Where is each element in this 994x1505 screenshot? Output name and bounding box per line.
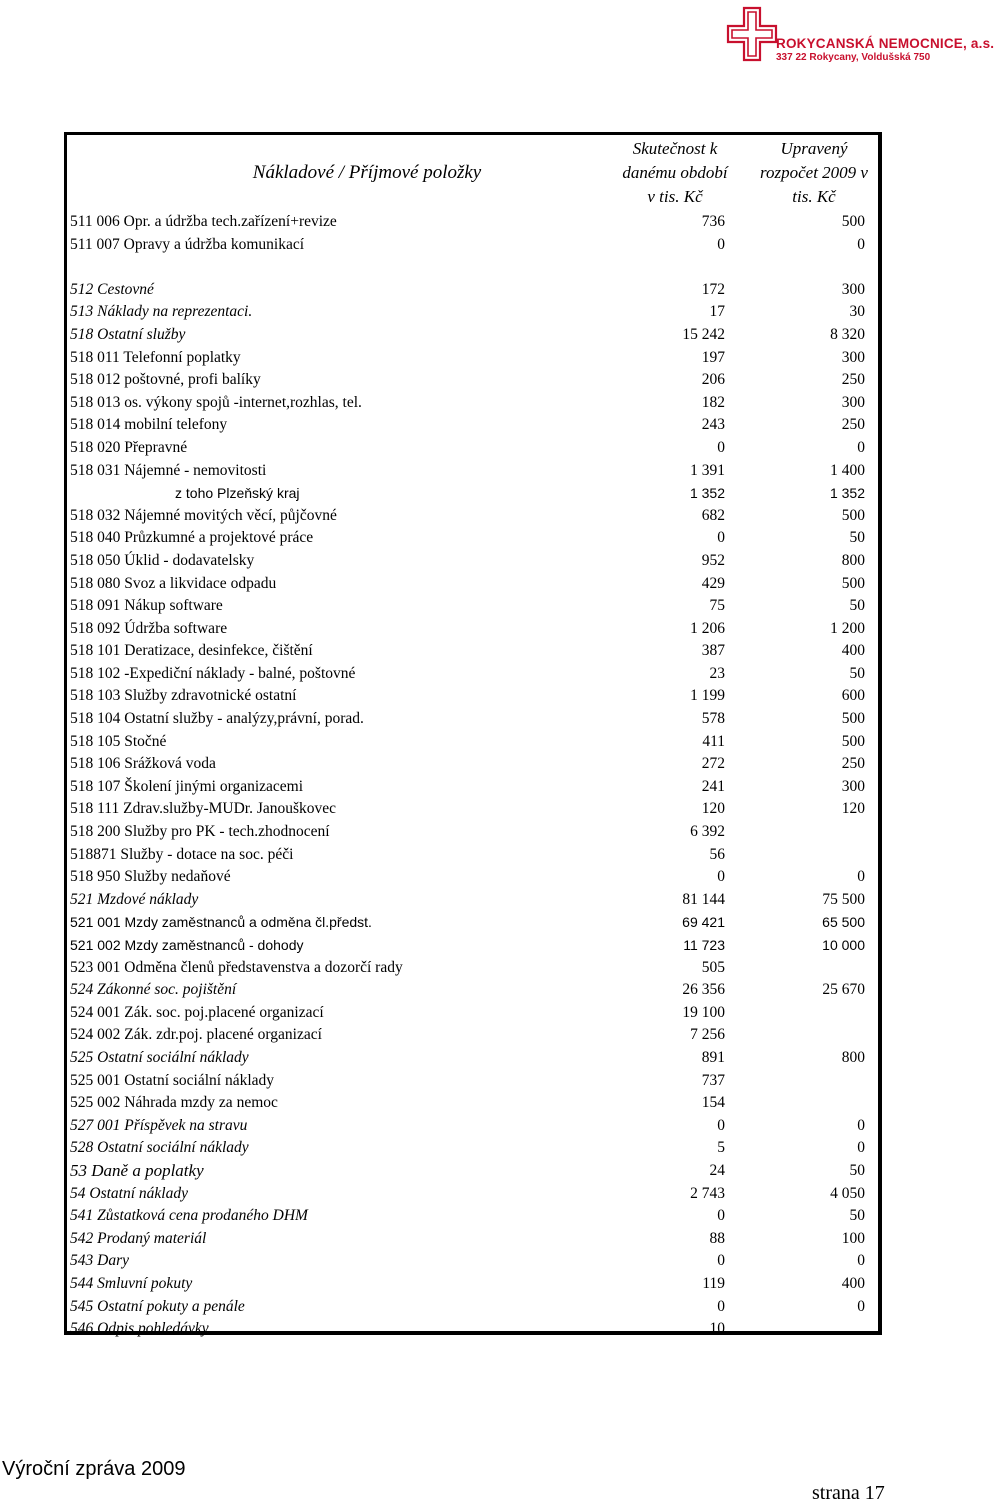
budget-value: 0 — [857, 1139, 865, 1157]
budget-value: 500 — [841, 506, 865, 524]
row-label: 513 Náklady na reprezentaci. — [70, 303, 253, 321]
actual-value: 56 — [709, 845, 725, 863]
actual-value: 23 — [709, 664, 725, 682]
actual-value: 578 — [701, 710, 725, 728]
budget-value: 50 — [849, 1207, 865, 1225]
table-row — [67, 934, 878, 957]
table-row — [67, 821, 878, 844]
table-row — [67, 482, 878, 505]
table-row — [67, 1250, 878, 1273]
table-row — [67, 211, 878, 234]
table-row — [67, 866, 878, 889]
row-label: 546 Odpis pohledávky — [70, 1320, 209, 1338]
row-label: 524 002 Zák. zdr.poj. placené organizací — [70, 1026, 322, 1044]
row-label: 521 Mzdové náklady — [70, 890, 199, 908]
budget-value: 4 050 — [830, 1184, 865, 1202]
row-label: 54 Ostatní náklady — [70, 1184, 188, 1202]
row-label: 518 107 Školení jinými organizacemi — [70, 777, 304, 795]
table-row — [67, 1296, 878, 1319]
budget-value: 8 320 — [830, 325, 865, 343]
budget-value: 50 — [849, 529, 865, 547]
row-label: 511 007 Opravy a údržba komunikací — [70, 235, 305, 253]
budget-value: 0 — [857, 1297, 865, 1315]
budget-value: 65 500 — [822, 914, 865, 931]
actual-value: 19 100 — [682, 1003, 725, 1021]
budget-value: 50 — [849, 664, 865, 682]
budget-value: 10 000 — [822, 937, 865, 953]
actual-value: 0 — [717, 868, 725, 886]
budget-value: 400 — [841, 1274, 865, 1292]
actual-value: 154 — [701, 1094, 725, 1112]
row-label: 523 001 Odměna členů představenstva a dozorčí rady — [70, 958, 403, 976]
budget-value: 1 200 — [830, 619, 865, 637]
table-row — [67, 1273, 878, 1296]
budget-value: 1 400 — [830, 461, 865, 479]
row-label: 518 040 Průzkumné a projektové práce — [70, 529, 314, 547]
table-row — [67, 1183, 878, 1206]
row-label: 518 050 Úklid - dodavatelsky — [70, 551, 255, 569]
actual-value: 24 — [709, 1161, 725, 1179]
column-header-budget: Upravený rozpočet 2009 v tis. Kč — [760, 139, 868, 206]
row-label: 518 014 mobilní telefony — [70, 416, 228, 434]
budget-value: 30 — [849, 303, 865, 321]
actual-value: 6 392 — [690, 823, 725, 841]
table-row — [67, 279, 878, 302]
table-row — [67, 731, 878, 754]
actual-value: 172 — [701, 280, 725, 298]
actual-value: 952 — [701, 551, 725, 569]
table-row — [67, 234, 878, 257]
actual-value: 387 — [701, 642, 725, 660]
table-row — [67, 1318, 878, 1341]
table-body — [67, 211, 878, 1341]
actual-value: 11 723 — [683, 937, 725, 953]
table-row — [67, 256, 878, 279]
actual-value: 1 352 — [689, 485, 725, 502]
row-label: 518 092 Údržba software — [70, 619, 228, 637]
budget-value: 800 — [841, 1048, 865, 1066]
actual-value: 0 — [717, 438, 725, 456]
row-label: 518 200 Služby pro PK - tech.zhodnocení — [70, 823, 330, 841]
budget-value: 0 — [857, 235, 865, 253]
budget-value: 0 — [857, 868, 865, 886]
row-label: 518 080 Svoz a likvidace odpadu — [70, 574, 277, 592]
actual-value: 10 — [709, 1320, 725, 1338]
actual-value: 17 — [709, 303, 725, 321]
row-label: 518 020 Přepravné — [70, 438, 188, 456]
budget-value: 300 — [841, 280, 865, 298]
table-row — [67, 685, 878, 708]
actual-value: 272 — [701, 755, 725, 773]
actual-value: 182 — [701, 393, 725, 411]
budget-value: 250 — [841, 755, 865, 773]
table-row — [67, 550, 878, 573]
actual-value: 737 — [701, 1071, 725, 1089]
column-header-actual: Skutečnost k danému období v tis. Kč — [622, 139, 728, 206]
table-row — [67, 708, 878, 731]
table-row — [67, 347, 878, 370]
table-row — [67, 618, 878, 641]
row-label: 518 013 os. výkony spojů -internet,rozhlas, tel. — [70, 393, 362, 411]
table-row — [67, 595, 878, 618]
budget-value: 400 — [841, 642, 865, 660]
row-label: 518 106 Srážková voda — [70, 755, 216, 773]
footer-page-number: strana 17 — [812, 1482, 885, 1504]
row-label: 524 001 Zák. soc. poj.placené organizací — [70, 1003, 324, 1021]
row-label: 518 103 Služby zdravotnické ostatní — [70, 687, 297, 705]
row-label: 525 001 Ostatní sociální náklady — [70, 1071, 275, 1089]
budget-value: 50 — [849, 1161, 865, 1179]
budget-value: 500 — [841, 710, 865, 728]
row-label: 525 Ostatní sociální náklady — [70, 1048, 249, 1066]
budget-value: 50 — [849, 597, 865, 615]
table-row — [67, 663, 878, 686]
actual-value: 197 — [701, 348, 725, 366]
table-row — [67, 573, 878, 596]
budget-value: 300 — [841, 777, 865, 795]
column-header-items: Nákladové / Příjmové položky — [252, 162, 482, 183]
actual-value: 891 — [701, 1048, 725, 1066]
org-address: 337 22 Rokycany, Voldušská 750 — [776, 52, 931, 63]
budget-value: 800 — [841, 551, 865, 569]
table-row — [67, 979, 878, 1002]
table-row — [67, 414, 878, 437]
table-row — [67, 437, 878, 460]
row-label: 518 104 Ostatní služby - analýzy,právní, porad. — [70, 710, 364, 728]
budget-value: 25 670 — [822, 981, 865, 999]
budget-value: 250 — [841, 416, 865, 434]
table-header — [67, 135, 878, 211]
actual-value: 0 — [717, 1116, 725, 1134]
actual-value: 81 144 — [682, 890, 725, 908]
actual-value: 15 242 — [682, 325, 725, 343]
org-name: ROKYCANSKÁ NEMOCNICE, a.s. — [776, 36, 994, 51]
table-row — [67, 798, 878, 821]
row-label: 545 Ostatní pokuty a penále — [70, 1297, 245, 1315]
actual-value: 243 — [701, 416, 725, 434]
table-row — [67, 753, 878, 776]
table-row — [67, 1070, 878, 1093]
table-row — [67, 640, 878, 663]
budget-value: 100 — [841, 1229, 865, 1247]
budget-value: 1 352 — [829, 485, 865, 502]
budget-value: 300 — [841, 393, 865, 411]
table-row — [67, 911, 878, 934]
actual-value: 7 256 — [690, 1026, 725, 1044]
actual-value: 69 421 — [682, 914, 725, 931]
actual-value: 1 199 — [690, 687, 725, 705]
actual-value: 429 — [701, 574, 725, 592]
budget-value: 0 — [857, 1252, 865, 1270]
budget-value: 0 — [857, 1116, 865, 1134]
actual-value: 26 356 — [682, 981, 725, 999]
row-label: 544 Smluvní pokuty — [70, 1274, 193, 1292]
actual-value: 0 — [717, 235, 725, 253]
row-label: 521 001 Mzdy zaměstnanců a odměna čl.předst. — [70, 914, 372, 931]
actual-value: 505 — [701, 958, 725, 976]
row-label: 512 Cestovné — [70, 280, 154, 298]
actual-value: 0 — [717, 529, 725, 547]
row-label: 518 101 Deratizace, desinfekce, čištění — [70, 642, 313, 660]
table-row — [67, 392, 878, 415]
table-row — [67, 1228, 878, 1251]
table-row — [67, 957, 878, 980]
budget-value: 500 — [841, 732, 865, 750]
row-label: 524 Zákonné soc. pojištění — [70, 981, 237, 999]
actual-value: 75 — [709, 597, 725, 615]
actual-value: 206 — [701, 371, 725, 389]
actual-value: 241 — [701, 777, 725, 795]
actual-value: 2 743 — [690, 1184, 725, 1202]
table-row — [67, 1024, 878, 1047]
row-label: 518 031 Nájemné - nemovitosti — [70, 461, 267, 479]
budget-value: 300 — [841, 348, 865, 366]
row-label: z toho Plzeňský kraj — [175, 485, 300, 502]
row-label: 518 012 poštovné, profi balíky — [70, 371, 261, 389]
table-row — [67, 889, 878, 912]
actual-value: 88 — [709, 1229, 725, 1247]
row-label: 518 011 Telefonní poplatky — [70, 348, 241, 366]
table-row — [67, 1115, 878, 1138]
table-row — [67, 1137, 878, 1160]
actual-value: 682 — [701, 506, 725, 524]
table-row — [67, 844, 878, 867]
actual-value: 119 — [702, 1274, 725, 1292]
row-label: 543 Dary — [70, 1252, 129, 1270]
actual-value: 736 — [701, 213, 725, 230]
table-row — [67, 1160, 878, 1183]
table-row — [67, 1205, 878, 1228]
row-label: 528 Ostatní sociální náklady — [70, 1139, 249, 1157]
row-label: 518 Ostatní služby — [70, 325, 186, 343]
actual-value: 1 391 — [690, 461, 725, 479]
row-label: 518 091 Nákup software — [70, 597, 223, 615]
row-label: 541 Zůstatková cena prodaného DHM — [70, 1207, 308, 1225]
actual-value: 1 206 — [690, 619, 725, 637]
row-label: 53 Daně a poplatky — [70, 1160, 204, 1180]
cross-logo-icon — [726, 6, 778, 62]
budget-value: 75 500 — [822, 890, 865, 908]
actual-value: 120 — [701, 800, 725, 818]
budget-value: 600 — [841, 687, 865, 705]
row-label: 525 002 Náhrada mzdy za nemoc — [70, 1094, 278, 1112]
actual-value: 0 — [717, 1252, 725, 1270]
table-row — [67, 1002, 878, 1025]
footer-report-title: Výroční zpráva 2009 — [2, 1458, 186, 1480]
table-row — [67, 1092, 878, 1115]
row-label: 542 Prodaný materiál — [70, 1229, 207, 1247]
row-label: 518 950 Služby nedaňové — [70, 868, 231, 886]
budget-value: 250 — [841, 371, 865, 389]
row-label: 527 001 Příspěvek na stravu — [70, 1116, 248, 1134]
cost-table — [64, 132, 882, 1338]
table-row — [67, 505, 878, 528]
row-label: 518871 Služby - dotace na soc. péči — [70, 845, 294, 863]
row-label: 518 105 Stočné — [70, 732, 167, 750]
row-label: 518 032 Nájemné movitých věcí, půjčovné — [70, 506, 337, 524]
budget-value: 0 — [857, 438, 865, 456]
row-label: 518 102 -Expediční náklady - balné, poštovné — [70, 664, 356, 682]
actual-value: 0 — [717, 1297, 725, 1315]
table-row — [67, 460, 878, 483]
budget-value: 120 — [841, 800, 865, 818]
table-row — [67, 1047, 878, 1070]
table-row — [67, 776, 878, 799]
actual-value: 0 — [717, 1207, 725, 1225]
table-row — [67, 527, 878, 550]
row-label: 518 111 Zdrav.služby-MUDr. Janouškovec — [70, 800, 337, 818]
table-row — [67, 301, 878, 324]
row-label: 521 002 Mzdy zaměstnanců - dohody — [70, 937, 304, 953]
budget-value: 500 — [841, 213, 865, 230]
actual-value: 5 — [717, 1139, 725, 1157]
actual-value: 411 — [702, 732, 725, 750]
budget-value: 500 — [841, 574, 865, 592]
hospital-logo — [726, 2, 994, 66]
table-row — [67, 324, 878, 347]
row-label: 511 006 Opr. a údržba tech.zařízení+revize — [70, 213, 337, 230]
table-row — [67, 369, 878, 392]
